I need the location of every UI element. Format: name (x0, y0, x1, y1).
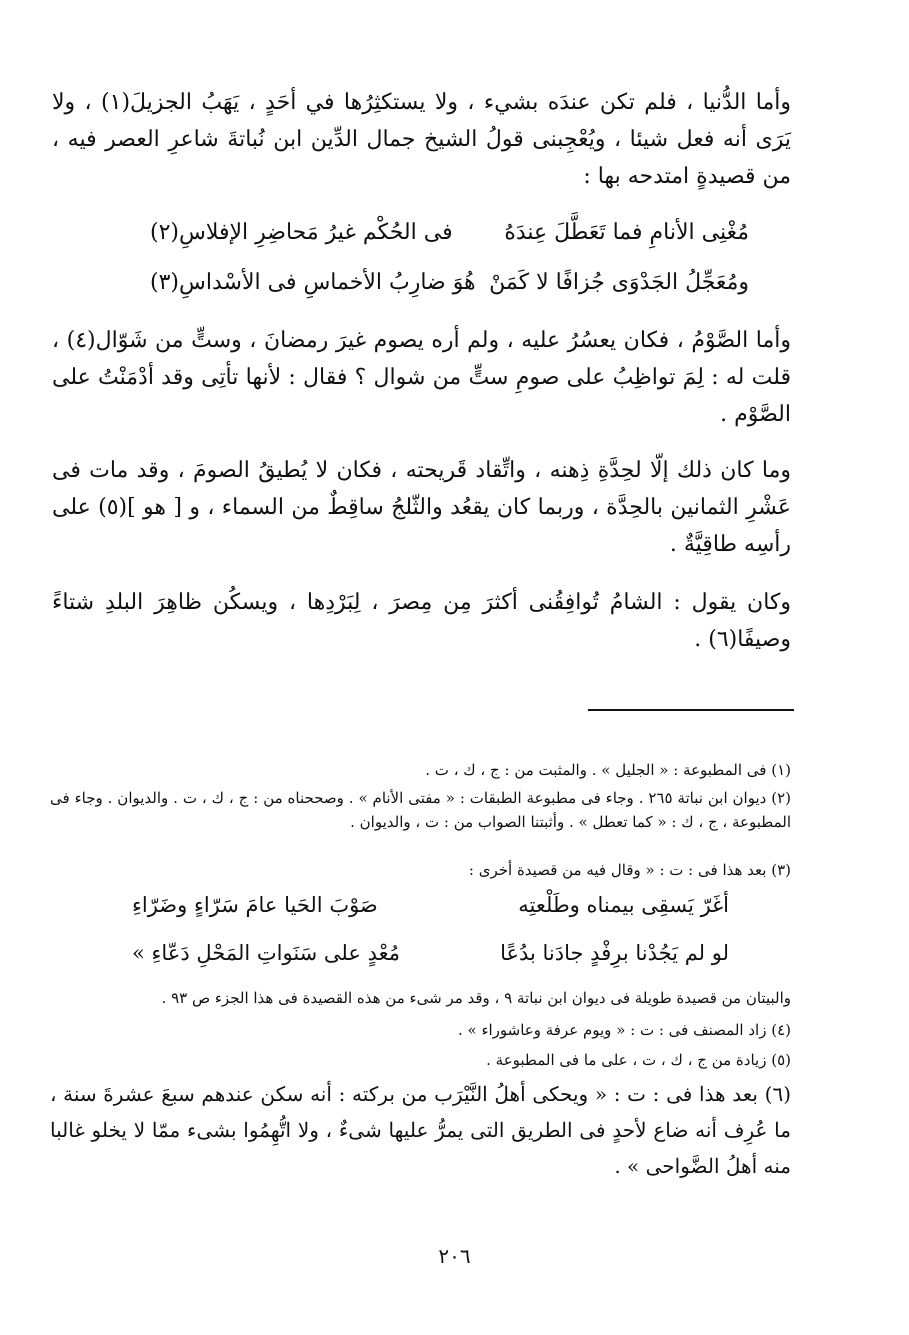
verse-1-second-hemistich: فى الحُكْم غيرُ مَحاضِرِ الإفلاسِ(٢) (150, 220, 453, 245)
footnote-2: (٢) ديوان ابن نباتة ٢٦٥ . وجاء فى مطبوعة الطبقات : « مفتى الأنام » . وصححناه من : ج ، ك ، ت . والديوان . وجاء فى المطبوعة ، ج ، ك : « كما تعطل » . وأثبتنا الصواب من : ت ، والديوان . (50, 789, 791, 831)
verse-1-first-hemistich: مُغْنِى الأنامِ فما تَعَطَّلَ عِندَهُ (504, 220, 749, 245)
paragraph-generosity: وأما الدُّنيا ، فلم تكن عندَه بشيء ، ولا يستكثِرُها في أحَدٍ ، يَهَبُ الجزيلَ(١) ، ولا يَرَى أنه فعل شيئا ، ويُعْجِبنى قولُ الشيخ جمال الدِّين ابن نُباتةَ شاعرِ العصر فيه ، من قصيدةٍ امتدحه بها : (52, 90, 792, 189)
footnote-separator (588, 709, 794, 711)
paragraph-damascus: وكان يقول : الشامُ تُوافِقُنى أكثرَ مِن مِصرَ ، لِبَرْدِها ، ويسكُن ظاهِرَ البلدِ شتاءً وصيفًا(٦) . (52, 590, 791, 652)
paragraph-fasting: وأما الصَّوْمُ ، فكان يعسُرُ عليه ، ولم أره يصوم غيرَ رمضانَ ، وستٍّ من شَوّال(٤) ، قلت له : لِمَ تواظِبُ على صومِ ستٍّ من شوال ؟ فقال : لأنها تأتِى وقد أدْمَنْتُ على الصَّوْم . (52, 328, 791, 427)
footnote-4: (٤) زاد المصنف فى : ت : « ويوم عرفة وعاشوراء » . (457, 1021, 791, 1039)
footnote-3-verse-1-first: أغَرّ يَسقِى بيمناه وطَلْعتِه (518, 893, 729, 917)
footnote-6: (٦) بعد هذا فى : ت : « ويحكى أهلُ النَّيْرَب من بركته : أنه سكن عندهم سبعَ عشرةَ سنة ، ما عُرِف أنه ضاع لأحدٍ فى الطريق التى يمرُّ عليها شىءٌ ، ولا اتُّهِمُوا بشىء ممّا لا يخلو غالبا منه أهلُ الضَّواحى » . (50, 1082, 792, 1178)
verse-2-first-hemistich: ومُعَجِّلُ الجَدْوَى جُزافًا لا كَمَنْ (489, 270, 749, 295)
paragraph-temperament: وما كان ذلك إلّا لحِدَّةِ ذِهنه ، واتِّقاد قَريحته ، فكان لا يُطيقُ الصومَ ، وقد مات فى عَشْرِ الثمانين بالحِدَّة ، وربما كان يقعُد والثّلجُ ساقِطٌ من السماء ، و [ هو ](٥) على رأسِه طاقِيَّةٌ . (52, 458, 791, 557)
footnote-5: (٥) زيادة من ج ، ك ، ت ، على ما فى المطبوعة . (486, 1051, 791, 1069)
page-number: ٢٠٦ (438, 1244, 471, 1268)
verse-2-second-hemistich: هُوَ ضارِبُ الأخماسِ فى الأسْداسِ(٣) (150, 270, 476, 295)
footnote-1: (١) فى المطبوعة : « الجليل » . والمثبت من : ج ، ك ، ت . (425, 761, 791, 779)
footnote-3-verse-1-second: صَوْبَ الحَيا عامَ سَرّاءٍ وضَرّاءِ (132, 893, 378, 917)
footnote-3-verse-2-second: مُعْدٍ على سَنَواتِ المَحْلِ دَعّاءِ » (132, 941, 400, 965)
footnote-3-verse-2-first: لو لم يَجُدْنا برِفْدٍ جادَنا بدُعًا (500, 941, 729, 965)
footnote-3: (٣) بعد هذا فى : ت : « وقال فيه من قصيدة أخرى : (468, 861, 791, 879)
footnote-3-tail: والبيتان من قصيدة طويلة فى ديوان ابن نباتة ٩ ، وقد مر شىء من هذه القصيدة فى هذا الجزء ص ٩٣ . (161, 989, 791, 1007)
